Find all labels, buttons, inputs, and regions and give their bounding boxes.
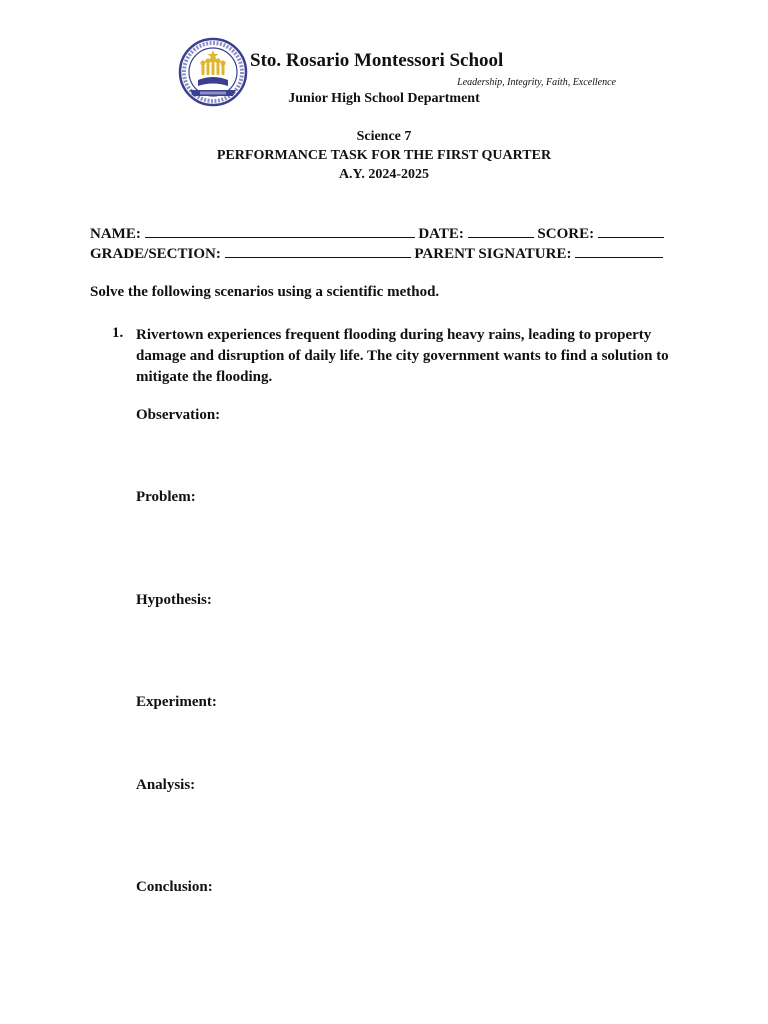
subject-title: Science 7	[356, 129, 412, 144]
problem-label: Problem:	[136, 489, 196, 505]
student-info-row-1	[90, 224, 670, 243]
task-title: PERFORMANCE TASK FOR THE FIRST QUARTER	[216, 148, 552, 163]
instructions: Solve the following scenarios using a scientific method.	[90, 284, 440, 300]
department-name: Junior High School Department	[288, 91, 480, 106]
hypothesis-label: Hypothesis:	[136, 592, 212, 608]
observation-label: Observation:	[136, 407, 221, 423]
experiment-label: Experiment:	[136, 694, 217, 710]
date-field[interactable]	[468, 224, 534, 238]
academic-year: A.Y. 2024-2025	[338, 167, 430, 182]
item-number: 1.	[112, 325, 124, 341]
school-name: Sto. Rosario Montessori School	[250, 50, 504, 71]
score-label: SCORE:	[537, 226, 595, 242]
item-scenario-text: Rivertown experiences frequent flooding during heavy rains, leading to property damage and disruption of daily life. The city government wants to find a solution to mitigate the flooding.	[136, 327, 669, 385]
school-motto: Leadership, Integrity, Faith, Excellence	[457, 77, 616, 88]
date-label: DATE:	[418, 226, 464, 242]
grade-section-field[interactable]	[225, 244, 411, 258]
student-info-row-2	[90, 244, 670, 263]
conclusion-label: Conclusion:	[136, 879, 213, 895]
parent-signature-field[interactable]	[575, 244, 663, 258]
name-field[interactable]	[145, 224, 415, 238]
name-label: NAME:	[90, 226, 141, 242]
parent-signature-label: PARENT SIGNATURE:	[414, 246, 572, 262]
score-field[interactable]	[598, 224, 664, 238]
analysis-label: Analysis:	[136, 777, 196, 793]
grade-section-label: GRADE/SECTION:	[90, 246, 221, 262]
